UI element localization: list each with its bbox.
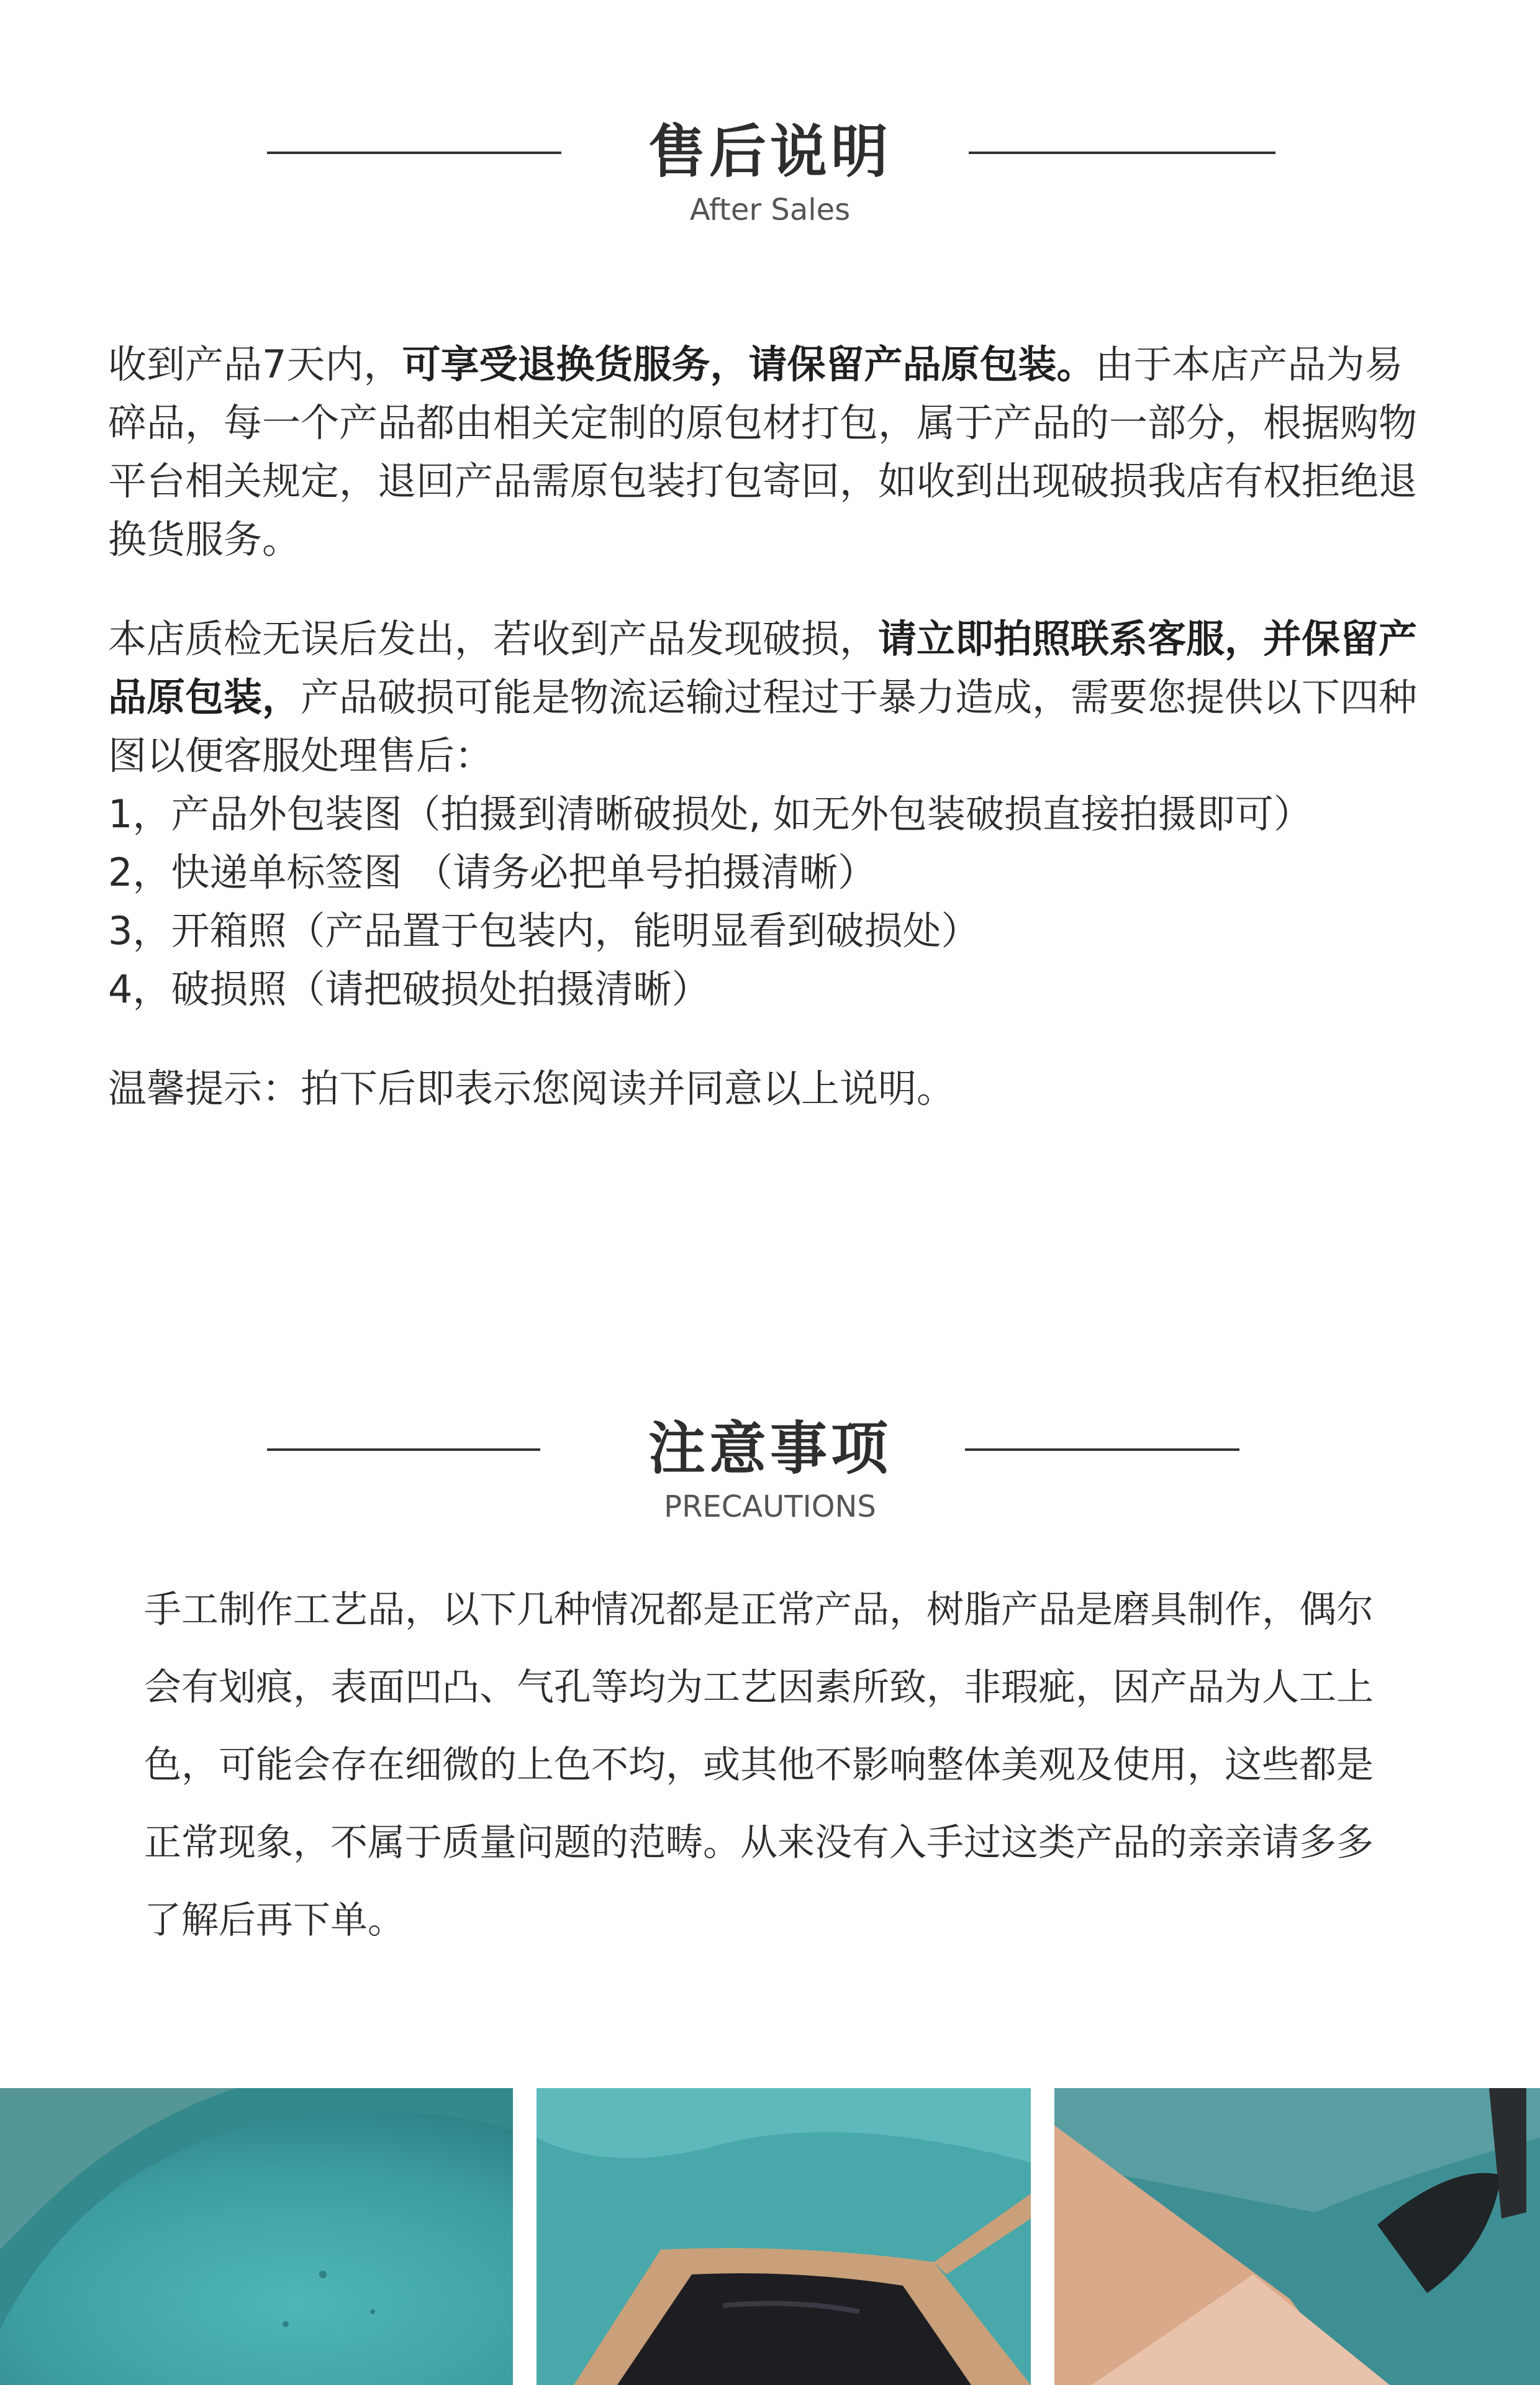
- list-item: 4，破损照（请把破损处拍摄清晰）: [108, 966, 710, 1012]
- precautions-title: 注意事项: [648, 1415, 892, 1482]
- product-photo-1: [0, 2088, 513, 2385]
- precautions-heading: [0, 1415, 1540, 1525]
- after-sales-tip: 温馨提示：拍下后即表示您阅读并同意以上说明。: [108, 1066, 956, 1111]
- p2-text-c: 产品破损可能是物流运输过程过于暴力造成，需要您提供以下四种图以便客服处理售后：: [108, 675, 1418, 778]
- after-sales-subtitle: After Sales: [689, 193, 851, 227]
- after-sales-heading: [0, 118, 1540, 229]
- list-item: 2，快递单标签图 （请务必把单号拍摄清晰）: [108, 850, 877, 895]
- p1-text-a: 收到产品7天内，: [108, 342, 402, 387]
- precautions-body: 手工制作工艺品，以下几种情况都是正常产品，树脂产品是磨具制作，偶尔会有划痕，表面凹凸、气孔等均为工艺因素所致，非瑕疵，因产品为人工上色，可能会存在细微的上色不均，或其他不影响整体美观及使用，这些都是正常现象，不属于质量问题的范畴。从来没有入手过这类产品的亲亲请多多了解后再下单。: [144, 1588, 1374, 1942]
- copper-detail-image: [1054, 2088, 1540, 2385]
- gold-frame-image: [537, 2088, 1031, 2385]
- product-photo-2: [537, 2088, 1031, 2385]
- p2-text-a: 本店质检无误后发出，若收到产品发现破损，: [108, 616, 879, 661]
- after-sales-body: [108, 335, 1437, 1118]
- list-item: 3，开箱照（产品置于包装内，能明显看到破损处）: [108, 908, 980, 953]
- teal-surface-image: [0, 2088, 513, 2385]
- after-sales-title: 售后说明: [648, 119, 892, 185]
- precautions-subtitle: PRECAUTIONS: [664, 1489, 876, 1524]
- list-item: 1，产品外包装图（拍摄到清晰破损处, 如无外包装破损直接拍摄即可）: [108, 791, 1312, 837]
- p1-text-bold: 可享受退换货服务，请保留产品原包装。: [402, 342, 1095, 387]
- product-photo-strip: [0, 2088, 1540, 2385]
- product-photo-3: [1054, 2088, 1540, 2385]
- p2-text-bold: 请立即拍照联系客服，并保留产品原包装，: [108, 616, 1418, 720]
- p1-text-c: 由于本店产品为易碎品，每一个产品都由相关定制的原包材打包，属于产品的一部分，根据购物平台相关规定，退回产品需原包装打包寄回，如收到出现破损我店有权拒绝退换货服务。: [108, 342, 1418, 562]
- after-sales-paragraph-2: [108, 610, 1437, 785]
- after-sales-paragraph-1: [108, 335, 1437, 569]
